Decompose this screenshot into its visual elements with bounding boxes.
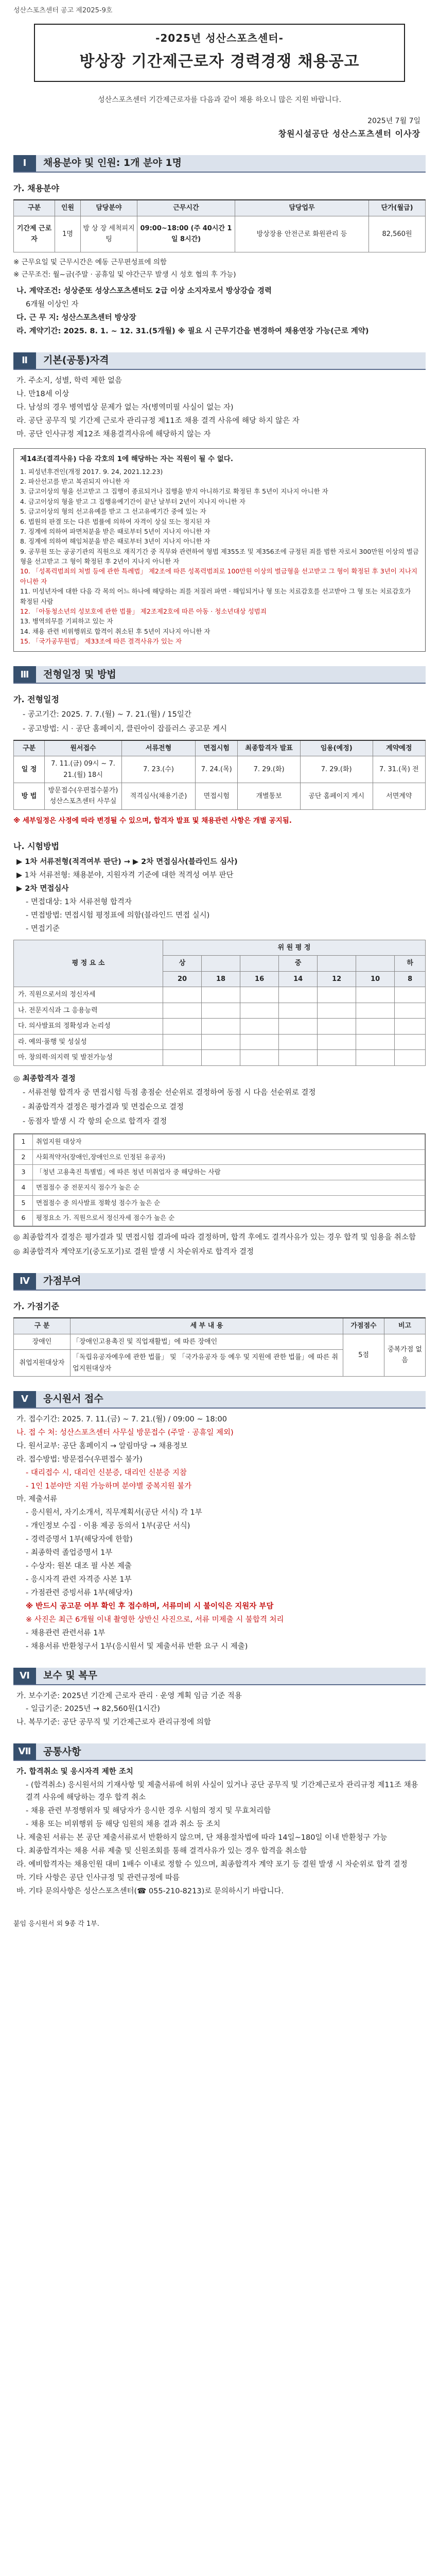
ranking-line: - 서류전형 합격자 중 면접시험 득점 총점순 선순위로 결정하여 동점 시 다음 선순위로 결정 <box>23 1089 316 1097</box>
list-item: 나. 제출된 서류는 본 공단 제출서류로서 반환하지 않으며, 단 채용절차법에 따라 14일~180일 이내 반환청구 가능 <box>16 1833 388 1842</box>
section-number: Ⅱ <box>13 352 36 369</box>
box-line: 4. 금고이상의 형을 받고 그 집행유예기간이 끝난 날부터 2년이 지나지 아니한 자 <box>20 497 245 505</box>
rank-text: 평정요소 가. 직원으로서 정신자세 점수가 높은 순 <box>33 1211 425 1226</box>
rank-text: 취업지원 대상자 <box>33 1134 425 1150</box>
after-note: ◎ 최종합격자 계약포기(중도포기)로 결원 발생 시 차순위자로 합격자 결정 <box>13 1247 254 1256</box>
list-item: - 수상자: 원본 대조 필 사본 제출 <box>26 1562 132 1571</box>
list-item: 다. 최종합격자는 채용 서류 제출 및 신원조회를 통해 결격사유가 있는 경우 합격을 취소함 <box>16 1846 307 1855</box>
list-item: 가. 주소지, 성별, 학력 제한 없음 <box>16 377 122 385</box>
page-title: 방상장 기간제근로자 경력경쟁 채용공고 <box>79 53 360 71</box>
table-header: 근무시간 <box>137 200 235 216</box>
list-item: - 응시원서, 자기소개서, 직무계획서(공단 서식) 각 1부 <box>26 1509 202 1517</box>
table-cell: 7. 29.(화) <box>238 756 300 783</box>
grade-label <box>356 956 395 971</box>
rank-no: 1 <box>14 1134 33 1150</box>
eval-item: 다. 의사발표의 정확성과 논리성 <box>14 1019 163 1034</box>
rank-text: 면접점수 중 의사발표 정확성 점수가 높은 순 <box>33 1195 425 1211</box>
section-title: 보수 및 복무 <box>36 1668 426 1684</box>
grade-label <box>202 956 240 971</box>
table-cell: 「장애인고용촉진 및 직업재활법」에 따른 장애인 <box>71 1334 343 1349</box>
box-line: 8. 징계에 의하여 해임처분을 받은 때로부터 3년이 지나지 아니한 자 <box>20 537 210 546</box>
table-cell: 중복가점 없음 <box>384 1334 426 1376</box>
box-line: 7. 징계에 의하여 파면처분을 받은 때로부터 5년이 지나지 아니한 자 <box>20 527 210 535</box>
score-label: 14 <box>279 971 318 987</box>
list-item: - 면접기준 <box>26 925 60 934</box>
table-cell: 82,560원 <box>369 216 426 252</box>
table-cell: 방문접수(우편접수불가) 성산스포츠센터 사무실 <box>45 783 122 809</box>
list-item: - 채용 또는 비위행위 등 해당 임원의 채용 결과 취소 등 조치 <box>26 1820 221 1828</box>
table-cell: 7. 31.(목) 전 <box>373 756 425 783</box>
rank-text: 사회적약자(장애인,장애인으로 인정된 유공자) <box>33 1149 425 1165</box>
box-line: 2. 파산선고를 받고 복권되지 아니한 자 <box>20 478 130 486</box>
table-cell: 개별통보 <box>238 783 300 809</box>
table-cell: 공단 홈페이지 게시 <box>300 783 373 809</box>
section-number: Ⅳ <box>13 1273 36 1290</box>
section-header-4 <box>13 1273 426 1291</box>
ranking-line: - 동점자 발생 시 각 항의 순으로 합격자 결정 <box>23 1117 167 1126</box>
evaluation-table <box>13 940 426 1066</box>
table-header: 원서접수 <box>45 740 122 756</box>
rank-text: 면접점수 중 전문지식 점수가 높은 순 <box>33 1180 425 1196</box>
box-line: 3. 금고이상의 형을 선고받고 그 집행이 종료되거나 집행을 받지 아니하기로 확정된 후 5년이 지나지 아니한 자 <box>20 487 328 496</box>
title-box <box>34 24 405 82</box>
section-header-5 <box>13 1391 426 1409</box>
ranking-line: - 최종합격자 결정은 평가결과 및 면접순으로 결정 <box>23 1103 184 1112</box>
box-line: 15. 「국가공무원법」 제33조에 따른 결격사유가 있는 자 <box>20 637 182 646</box>
table-cell: 7. 23.(수) <box>122 756 196 783</box>
list-item: 가. 합격취소 및 응시자격 제한 조치 <box>16 1768 133 1776</box>
score-label: 10 <box>356 971 395 987</box>
table-cell: 적격심사(채용기준) <box>122 783 196 809</box>
box-line: 10. 「성폭력범죄의 처벌 등에 관한 특례법」 제2조에 따른 성폭력범죄로 100만원 이상의 벌금형을 선고받고 그 형이 확정된 후 3년이 지나지 아니한 자 <box>20 567 417 585</box>
sub-heading: 가. 가점기준 <box>13 1301 59 1311</box>
list-item: 가. 접수기간: 2025. 7. 11.(금) ~ 7. 21.(월) / 09:00 ~ 18:00 <box>16 1415 227 1423</box>
score-label: 16 <box>240 971 279 987</box>
table-cell: 7. 11.(금) 09시 ~ 7. 21.(월) 18시 <box>45 756 122 783</box>
list-item: ▶ 1차 서류전형(적격여부 판단) → ▶ 2차 면접심사(블라인드 심사) <box>16 858 238 867</box>
rank-text: 「청년 고용촉진 특별법」에 따른 청년 미취업자 중 해당하는 사람 <box>33 1165 425 1180</box>
sub-heading: 나. 시험방법 <box>13 841 59 852</box>
table-cell: 「독립유공자예우에 관한 법률」 및 「국가유공자 등 예우 및 지원에 관한 법률」에 따른 취업지원대상자 <box>71 1350 343 1377</box>
list-item: 나. 접 수 처: 성산스포츠센터 사무실 방문접수 (주말 · 공휴일 제외) <box>16 1428 234 1437</box>
list-item: - 채용 관련 부정행위자 및 해당자가 응시한 경우 시험의 정지 및 무효처리함 <box>26 1807 271 1816</box>
section-number: Ⅴ <box>13 1391 36 1408</box>
list-item: 가. 보수기준: 2025년 기간제 근로자 관리 · 운영 계획 임금 기준 적용 <box>16 1691 242 1700</box>
list-item: - 일급기준: 2025년 → 82,560원(1시간) <box>26 1705 160 1714</box>
table-cell: 서면계약 <box>373 783 425 809</box>
table-header: 계약예정 <box>373 740 425 756</box>
rank-no: 2 <box>14 1149 33 1165</box>
table-header: 인원 <box>55 200 81 216</box>
eval-item: 나. 전문지식과 그 응용능력 <box>14 1003 163 1018</box>
method-text: - 공고방법: 시 · 공단 홈페이지, 클린아이 잡플러스 공고문 게시 <box>23 724 227 733</box>
table-cell: 방 법 <box>14 783 45 809</box>
notice-number: 성산스포츠센터 공고 제2025-9호 <box>13 7 113 14</box>
list-item: - 경력증명서 1부(해당자에 한함) <box>26 1535 133 1544</box>
table-cell: 5점 <box>343 1334 384 1376</box>
list-item: ※ 반드시 공고문 여부 확인 후 접수하며, 서류미비 시 불이익은 지원자 부담 <box>26 1602 274 1611</box>
list-item: 마. 기타 사항은 공단 인사규정 및 관련규정에 따름 <box>16 1873 180 1882</box>
tiebreak-table <box>13 1133 426 1227</box>
table-cell: 면접시험 <box>196 783 238 809</box>
notice-date: 2025년 7월 7일 <box>367 116 420 125</box>
section-title: 가점부여 <box>36 1273 426 1290</box>
list-item: 마. 제출서류 <box>16 1495 58 1504</box>
list-item: - 1인 1분야만 지원 가능하며 분야별 중복지원 불가 <box>26 1482 192 1490</box>
note: ※ 근무요일 및 근무시간은 예동 근무편성표에 의함 <box>13 258 167 266</box>
grade-label: 상 <box>163 956 202 971</box>
period-text: - 공고기간: 2025. 7. 7.(월) ~ 7. 21.(월) / 15일간 <box>23 710 191 719</box>
section-number: Ⅰ <box>13 155 36 172</box>
list-item: 라. 예비합격자는 채용인원 대비 1배수 이내로 정할 수 있으며, 최종합격자 계약 포기 등 결원 발생 시 차순위로 합격 결정 <box>16 1860 408 1869</box>
table-cell: 일 정 <box>14 756 45 783</box>
section-number: Ⅵ <box>13 1668 36 1684</box>
section-number: Ⅶ <box>13 1743 36 1760</box>
list-item: - 개인정보 수집 · 이용 제공 동의서 1부(공단 서식) <box>26 1522 190 1531</box>
list-item: - 면접대상: 1차 서류전형 합격자 <box>26 898 132 907</box>
box-line: 12. 「아동청소년의 성보호에 관한 법률」 제2조제2호에 따른 아동 · 청소년대상 성범죄 <box>20 607 267 615</box>
list-item: ▶ 2차 면접심사 <box>16 885 69 893</box>
list-item: - 면접방법: 면접시험 평정표에 의함(블라인드 면접 실시) <box>26 911 210 920</box>
org-name: 창원시설공단 성산스포츠센터 이사장 <box>278 128 420 139</box>
table-header: 단가(월급) <box>369 200 426 216</box>
rank-no: 6 <box>14 1211 33 1226</box>
list-item: 라. 공단 공무직 및 기간제 근로자 관리규정 제11조 채용 결격 사유에 해당 하지 않은 자 <box>16 416 300 425</box>
list-item: - (합격취소) 응시원서의 기재사항 및 제출서류에 허위 사실이 있거나 공단 공무직 및 기간제근로자 관리규정 제11조 채용 결격 사유에 해당하는 경우 합격 취소 <box>26 1781 418 1802</box>
table-header: 세 부 내 용 <box>71 1318 343 1334</box>
table-cell: 장애인 <box>14 1334 71 1349</box>
score-label: 18 <box>202 971 240 987</box>
recruit-table <box>13 199 426 252</box>
box-line: 1. 피성년후견인(개정 2017. 9. 24, 2021.12.23) <box>20 467 163 476</box>
table-header: 서류전형 <box>122 740 196 756</box>
box-line: 6. 법원의 판결 또는 다른 법률에 의하여 자격이 상실 또는 정지된 자 <box>20 517 210 526</box>
list-item: - 응시자격 관련 자격증 사본 1부 <box>26 1575 132 1584</box>
eval-item: 라. 예의·품행 및 성실성 <box>14 1034 163 1049</box>
box-line: 9. 공무원 또는 공공기관의 직원으로 재직기간 중 직무와 관련하여 형법 제355조 및 제356조에 규정된 죄를 범한 자로서 300만원 이상의 벌금형을 선고받고 그 형이 확정된 후 2년이 지나지 아니한 자 <box>20 547 419 566</box>
attachment-note: 붙임 응시원서 외 9종 각 1부. <box>13 1920 99 1928</box>
list-item: 라. 접수방법: 방문접수(우편접수 불가) <box>16 1455 143 1464</box>
list-item: 나. 만18세 이상 <box>16 390 69 399</box>
grade-label: 중 <box>279 956 318 971</box>
table-header: 최종합격자 발표 <box>238 740 300 756</box>
list-item: 바. 기타 문의사항은 성산스포츠센터(☎ 055-210-8213)로 문의하시기 바랍니다. <box>16 1887 284 1895</box>
section-header-2 <box>13 352 426 370</box>
disqualification-box <box>13 448 426 652</box>
ranking-title: ◎ 최종합격자 결정 <box>13 1074 76 1083</box>
section-header-3 <box>13 666 426 684</box>
list-item: - 최종학력 졸업증명서 1부 <box>26 1549 113 1557</box>
table-header: 담당업무 <box>235 200 369 216</box>
score-label: 12 <box>318 971 356 987</box>
table-header: 가점점수 <box>343 1318 384 1334</box>
table-cell: 방 상 장 세척피지팅 <box>81 216 137 252</box>
table-header: 구분 <box>14 740 45 756</box>
schedule-notice: ※ 세부일정은 사정에 따라 변경될 수 있으며, 합격자 발표 및 채용관련 사항은 개별 공지됨. <box>13 816 292 825</box>
schedule-table <box>13 740 426 810</box>
table-cell: 09:00~18:00 (주 40시간 1일 8시간) <box>137 216 235 252</box>
rank-no: 3 <box>14 1165 33 1180</box>
section-header-7 <box>13 1743 426 1761</box>
list-item: - 가점관련 증빙서류 1부(해당자) <box>26 1588 133 1597</box>
eval-item: 마. 창의력·의지력 및 발전가능성 <box>14 1050 163 1065</box>
table-header: 구 분 <box>14 1318 71 1334</box>
table-cell: 1명 <box>55 216 81 252</box>
section-title: 전형일정 및 방법 <box>36 666 426 683</box>
list-item: ※ 사진은 최근 6개월 이내 촬영한 상반신 사진으로, 서류 미제출 시 불합격 처리 <box>26 1615 284 1624</box>
grade-label <box>240 956 279 971</box>
box-title: 제14조(결격사유) 다음 각호의 1에 해당하는 자는 직원이 될 수 없다. <box>20 454 233 463</box>
table-cell: 기간제 근로자 <box>14 216 55 252</box>
eval-item: 가. 직원으로서의 정신자세 <box>14 987 163 1003</box>
section-title: 공통사항 <box>36 1743 426 1760</box>
list-item: 다. 원서교부: 공단 홈페이지 → 알림마당 → 채용정보 <box>16 1442 188 1450</box>
table-header: 비고 <box>384 1318 426 1334</box>
section-number: Ⅲ <box>13 666 36 683</box>
note: ※ 근무조건: 월~금(주말 · 공휴일 및 야간근무 발생 시 성호 협의 후 가능) <box>13 270 236 279</box>
score-label: 8 <box>395 971 426 987</box>
table-cell: 7. 24.(목) <box>196 756 238 783</box>
list-item: ▶ 1차 서류전형: 채용분야, 지원자격 기준에 대한 적격성 여부 판단 <box>16 871 234 880</box>
list-item: - 채용서류 반환청구서 1부(응시원서 및 제출서류 반환 요구 시 제출) <box>26 1642 248 1651</box>
list-item: 6개월 이상인 자 <box>26 300 79 309</box>
table-header: 면접시험 <box>196 740 238 756</box>
table-header: 구분 <box>14 200 55 216</box>
rank-no: 4 <box>14 1180 33 1196</box>
section-title: 기본(공통)자격 <box>36 352 426 369</box>
box-line: 11. 미성년자에 대한 다음 각 목의 어느 하나에 해당하는 죄를 저질러 파면 · 해임되거나 형 또는 치료감호를 선고받아 그 형 또는 치료감호가 확정된 사람 <box>20 587 411 605</box>
box-line: 5. 금고이상의 형의 선고유예를 받고 그 선고유예기간 중에 있는 자 <box>20 507 206 516</box>
list-item: - 채용관련 관련서류 1부 <box>26 1629 106 1637</box>
list-item: 마. 공단 인사규정 제12조 채용결격사유에 해당하지 않는 자 <box>16 430 211 438</box>
table-cell: 취업지원대상자 <box>14 1350 71 1377</box>
table-header: 임용(예정) <box>300 740 373 756</box>
score-label: 20 <box>163 971 202 987</box>
list-item: 다. 근 무 지: 성산스포츠센터 방상장 <box>16 314 136 323</box>
bonus-table <box>13 1317 426 1377</box>
intro-text: 성산스포츠센터 기간제근로자를 다음과 같이 채용 하오니 많은 지원 바랍니다. <box>98 95 341 104</box>
grade-label <box>318 956 356 971</box>
section-header-6 <box>13 1668 426 1685</box>
box-line: 14. 채용 관련 비위행위로 합격이 취소된 후 5년이 지나지 아니한 자 <box>20 627 210 635</box>
list-item: 라. 계약기간: 2025. 8. 1. ~ 12. 31.(5개월) ※ 필요 시 근무기간을 변경하여 채용연장 가능(근로 계약) <box>16 327 369 336</box>
table-header: 평 정 요 소 <box>14 940 163 987</box>
section-title: 채용분야 및 인원: 1개 분야 1명 <box>36 155 426 172</box>
list-item: - 대리접수 시, 대리인 신분증, 대리인 신분증 지참 <box>26 1468 187 1477</box>
title-sub: -2025년 성산스포츠센터- <box>155 32 284 44</box>
section-header-1 <box>13 155 426 173</box>
table-cell: 7. 29.(화) <box>300 756 373 783</box>
rank-no: 5 <box>14 1195 33 1211</box>
list-item: 다. 남성의 경우 병역법상 문제가 없는 자(병역미필 사실이 없는 자) <box>16 403 234 412</box>
sub-heading: 가. 채용분야 <box>13 183 59 194</box>
list-item: 나. 복무기준: 공단 공무직 및 기간제근로자 관리규정에 의함 <box>16 1718 211 1727</box>
table-cell: 방상장용 안전근로 화원관리 등 <box>235 216 369 252</box>
after-note: ◎ 최종합격자 결정은 평가결과 및 면접시험 결과에 따라 결정하며, 합격 후에도 결격사유가 있는 경우 합격 및 임용을 취소함 <box>13 1233 416 1242</box>
section-title: 응시원서 접수 <box>36 1391 426 1408</box>
grade-label: 하 <box>395 956 426 971</box>
table-header: 담당분야 <box>81 200 137 216</box>
list-item: 나. 계약조건: 성상준또 성상스포츠센터도 2급 이상 소지자로서 방상강습 경력 <box>16 287 272 296</box>
table-header: 위 원 평 정 <box>163 940 426 956</box>
box-line: 13. 병역의무를 기피하고 있는 자 <box>20 617 113 625</box>
sub-heading: 가. 전형일정 <box>13 694 59 705</box>
